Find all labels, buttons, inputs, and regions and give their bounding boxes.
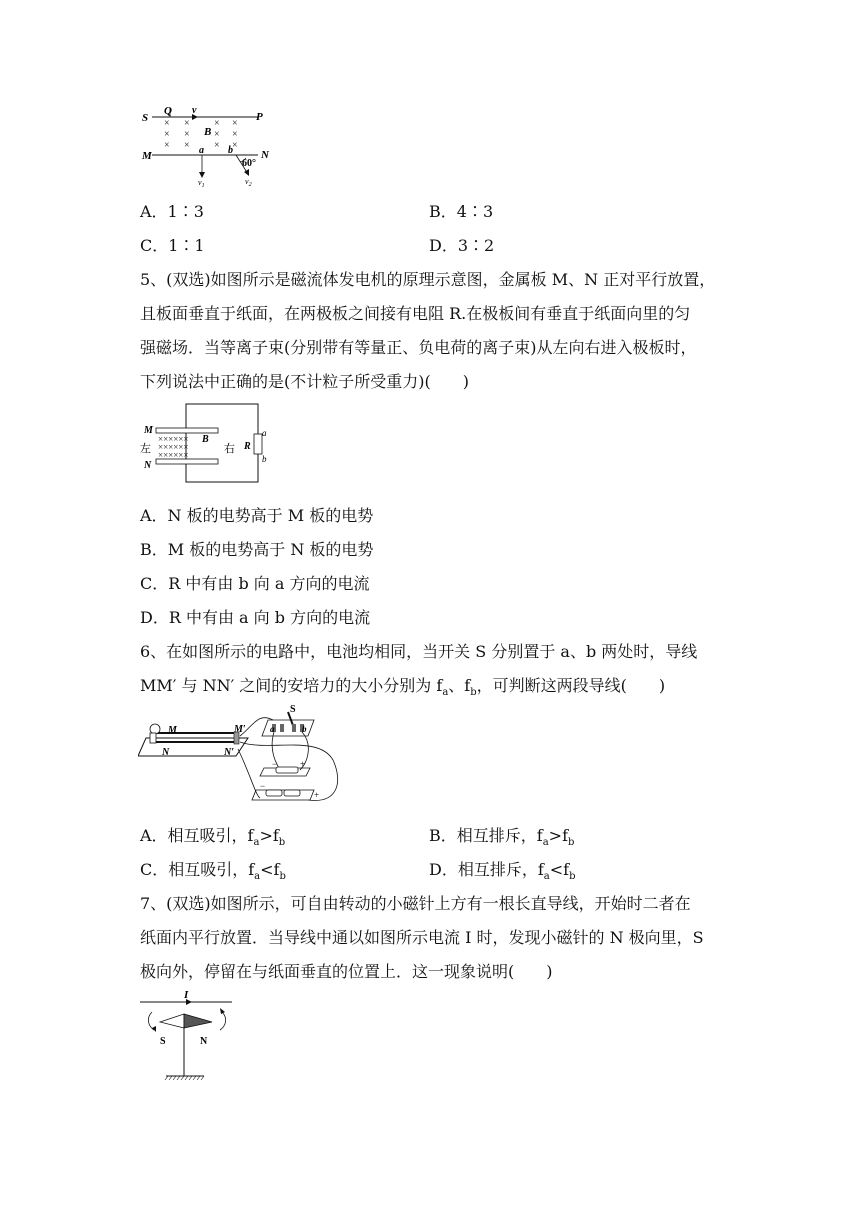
q5-label-a: a (262, 428, 267, 438)
q6-label-a: a (270, 724, 275, 734)
q4-label-v1: $v_1$ (198, 178, 205, 188)
svg-text:×: × (184, 140, 190, 151)
q4-label-P: P (256, 111, 263, 123)
q5-label-left: 左 (140, 443, 151, 455)
q5-label-M: M (144, 425, 153, 436)
q7-stem-line-1: 7、(双选)如图所示，可自由转动的小磁针上方有一根长直导线，开始时二者在 (140, 894, 691, 913)
q7-stem-line-2: 纸面内平行放置．当导线中通以如图所示电流 I 时，发现小磁针的 N 极向里，S (140, 928, 704, 947)
q4-label-v2: $v_2$ (245, 177, 252, 188)
q6-option-d[interactable]: D．相互排斥，$f_a<f_b$ (429, 860, 576, 883)
svg-text:×: × (164, 118, 170, 129)
q7-figure (138, 988, 238, 1084)
svg-text:×: × (164, 129, 170, 140)
svg-text:×: × (164, 140, 170, 151)
svg-text:××××××: ×××××× (158, 442, 189, 452)
q4-label-N: N (261, 149, 269, 161)
svg-text:×: × (184, 129, 190, 140)
svg-text:×: × (214, 118, 220, 129)
q7-stem-line-3: 极向外，停留在与纸面垂直的位置上．这一现象说明( ) (140, 962, 553, 981)
q6-label-b: b (302, 724, 307, 734)
q5-stem-line-3: 强磁场．当等离子束(分别带有等量正、负电荷的离子束)从左向右进入极板时， (140, 338, 697, 357)
svg-text:×: × (232, 140, 238, 151)
q5-option-b[interactable]: B．M 板的电势高于 N 板的电势 (140, 540, 374, 559)
q4-option-a[interactable]: A．1∶3 (140, 202, 204, 221)
q4-label-M: M (142, 150, 152, 162)
q4-angle-label: 60° (242, 158, 256, 169)
svg-text:×: × (214, 140, 220, 151)
q5-option-a[interactable]: A．N 板的电势高于 M 板的电势 (140, 506, 374, 525)
q5-label-R: R (244, 441, 251, 452)
svg-text:×: × (214, 129, 220, 140)
q6-label-N: N (162, 747, 170, 758)
q4-option-b[interactable]: B．4∶3 (429, 202, 494, 221)
q4-option-c[interactable]: C．1∶1 (140, 236, 205, 255)
q6-option-a[interactable]: A．相互吸引，$f_a>f_b$ (140, 826, 286, 849)
q4-label-B: B (204, 126, 212, 138)
q4-label-v: v (192, 105, 197, 116)
q4-figure (140, 104, 280, 188)
q6-figure (138, 704, 348, 808)
q4-label-a: a (199, 145, 204, 156)
q6-option-b[interactable]: B．相互排斥，$f_a>f_b$ (429, 826, 575, 849)
svg-text:××××××: ×××××× (158, 434, 189, 444)
q5-label-B: B (202, 434, 209, 445)
q7-label-S: S (160, 1036, 166, 1047)
svg-text:×: × (232, 118, 238, 129)
q6-label-M: M (168, 725, 177, 736)
q5-label-N: N (144, 460, 152, 471)
q6-label-N-prime: N′ (224, 747, 235, 758)
q5-label-b: b (262, 454, 267, 464)
q6-battery1-plus: + (300, 759, 306, 769)
q4-label-Q: Q (164, 105, 172, 117)
q6-option-c[interactable]: C．相互吸引，$f_a<f_b$ (140, 860, 286, 883)
q5-stem-line-1: 5、(双选)如图所示是磁流体发电机的原理示意图，金属板 M、N 正对平行放置， (140, 270, 716, 289)
q5-stem-line-2: 且板面垂直于纸面，在两极板之间接有电阻 R.在极板间有垂直于纸面向里的匀 (140, 304, 691, 323)
q4-option-d[interactable]: D．3∶2 (429, 236, 495, 255)
q5-option-d[interactable]: D．R 中有由 a 向 b 方向的电流 (140, 608, 371, 627)
q4-label-S: S (142, 112, 149, 124)
q5-stem-line-4: 下列说法中正确的是(不计粒子所受重力)( ) (140, 372, 469, 391)
q7-label-N: N (200, 1036, 208, 1047)
svg-text:××××××: ×××××× (158, 450, 189, 460)
q5-option-c[interactable]: C．R 中有由 b 向 a 方向的电流 (140, 574, 370, 593)
q6-label-S: S (290, 704, 296, 715)
q7-label-I: I (184, 989, 189, 1001)
q6-battery2-plus: + (314, 790, 320, 800)
svg-text:×: × (184, 118, 190, 129)
svg-text:×: × (232, 129, 238, 140)
q6-label-M-prime: M′ (234, 724, 246, 735)
q6-stem-line-2: MM′ 与 NN′ 之间的安培力的大小分别为 $f_a$、$f_b$，可判断这两段导线( ) (140, 676, 666, 699)
q6-battery2-minus: − (260, 781, 266, 791)
q4-label-b: b (228, 145, 233, 156)
q5-figure (138, 402, 268, 486)
q6-stem-line-1: 6、在如图所示的电路中，电池均相同，当开关 S 分别置于 a、b 两处时，导线 (140, 642, 698, 661)
q6-battery1-minus: − (272, 759, 278, 769)
q5-label-right: 右 (224, 443, 235, 455)
